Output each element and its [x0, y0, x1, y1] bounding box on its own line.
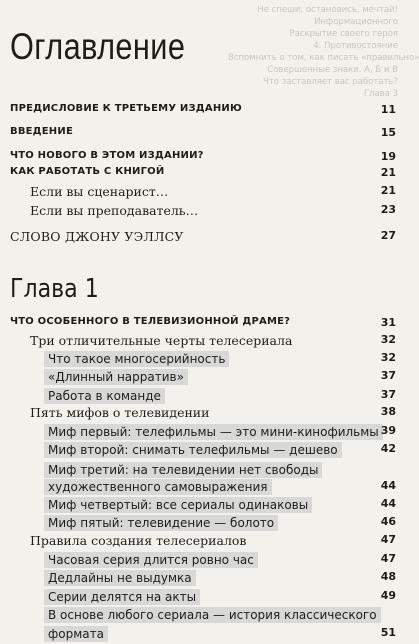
- toc-entry-page: 51: [380, 626, 396, 639]
- toc-entry-page: 49: [380, 589, 396, 602]
- toc-entry-title: Серии делятся на акты: [44, 589, 200, 605]
- toc-entry-page: 44: [380, 479, 396, 492]
- bleed-through-line: Совершенные знаки. А, Б и В: [267, 65, 398, 75]
- toc-entry-page: 42: [380, 442, 396, 455]
- toc-entry[interactable]: [0, 589, 410, 607]
- toc-entry-page: 11: [380, 103, 396, 116]
- toc-entry-page: 19: [380, 150, 396, 163]
- toc-entry-title: ВВЕДЕНИЕ: [10, 126, 73, 137]
- toc-entry[interactable]: [0, 607, 410, 625]
- page-title: Оглавление: [10, 26, 186, 67]
- toc-entry-title: Работа в команде: [44, 388, 165, 404]
- toc-entry-page: 44: [380, 497, 396, 510]
- toc-entry-page: 48: [380, 570, 396, 583]
- toc-entry-page: 23: [380, 203, 396, 216]
- toc-entry-title: формата: [44, 626, 108, 642]
- toc-entry[interactable]: [0, 229, 410, 247]
- toc-entry[interactable]: [0, 388, 410, 406]
- toc-entry-page: 31: [380, 316, 396, 329]
- toc-entry[interactable]: [0, 479, 410, 497]
- toc-entry-title: художественного самовыражения: [44, 479, 272, 495]
- toc-entry-title: Если вы сценарист…: [30, 184, 169, 199]
- toc-entry-page: 21: [380, 184, 396, 197]
- bleed-through-text: [228, 4, 419, 100]
- toc-entry[interactable]: [0, 203, 410, 221]
- toc-entry[interactable]: [0, 333, 410, 351]
- chapter-heading: Глава 1: [10, 274, 99, 304]
- toc-entry[interactable]: [0, 405, 410, 423]
- toc-entry-title: ЧТО НОВОГО В ЭТОМ ИЗДАНИИ?: [10, 150, 204, 161]
- toc-entry[interactable]: [0, 166, 410, 184]
- toc-entry-title: КАК РАБОТАТЬ С КНИГОЙ: [10, 166, 165, 177]
- toc-entry-title: Миф пятый: телевидение — болото: [44, 515, 278, 531]
- toc-entry-page: 38: [380, 405, 396, 418]
- toc-entry[interactable]: [0, 497, 410, 515]
- toc-entry-page: 21: [380, 166, 396, 179]
- toc-entry-title: Три отличительные черты телесериала: [30, 333, 293, 348]
- toc-entry[interactable]: [0, 351, 410, 369]
- toc-entry-title: Если вы преподаватель…: [30, 203, 199, 218]
- toc-entry-title: ПРЕДИСЛОВИЕ К ТРЕТЬЕМУ ИЗДАНИЮ: [10, 103, 242, 114]
- toc-entry[interactable]: [0, 442, 410, 460]
- bleed-through-line: Раскрытие своего героя: [289, 29, 398, 39]
- toc-entry[interactable]: [0, 103, 410, 121]
- bleed-through-line: Вспомнить о том, как писать «правильно»: [228, 53, 419, 63]
- toc-entry-title: ЧТО ОСОБЕННОГО В ТЕЛЕВИЗИОННОЙ ДРАМЕ?: [10, 316, 291, 327]
- toc-entry-title: Правила создания телесериалов: [30, 533, 247, 548]
- toc-entry[interactable]: [0, 424, 410, 442]
- toc-entry-title: Миф третий: на телевидении нет свободы: [44, 462, 322, 478]
- toc-entry-title: В основе любого сериала — история классического: [44, 607, 381, 623]
- toc-entry-title: Миф второй: снимать телефильмы — дешево: [44, 442, 342, 458]
- toc-entry[interactable]: [0, 369, 410, 387]
- toc-entry[interactable]: [0, 533, 410, 551]
- bleed-through-line: Что заставляет вас работать?: [263, 77, 398, 87]
- bleed-through-line: Информационного: [314, 17, 398, 27]
- toc-entry-page: 37: [380, 388, 396, 401]
- toc-entry-title: Пять мифов о телевидении: [30, 405, 210, 420]
- toc-entry-page: 32: [380, 351, 396, 364]
- toc-entry-page: 47: [380, 552, 396, 565]
- toc-entry-page: 27: [380, 229, 396, 242]
- toc-entry-title: Часовая серия длится ровно час: [44, 552, 258, 568]
- bleed-through-line: Глава 3: [363, 89, 398, 99]
- bleed-through-line: 4. Противостояние: [313, 41, 398, 51]
- toc-entry[interactable]: [0, 316, 410, 334]
- toc-entry[interactable]: [0, 515, 410, 533]
- toc-entry-page: 32: [380, 333, 396, 346]
- toc-entry-page: 39: [380, 424, 396, 437]
- toc-entry[interactable]: [0, 184, 410, 202]
- toc-entry[interactable]: [0, 626, 410, 644]
- bleed-through-line: Не спеши, остановись, мечтай!: [257, 5, 398, 15]
- toc-entry-title: СЛОВО ДЖОНУ УЭЛЛСУ: [10, 229, 184, 244]
- toc-entry[interactable]: [0, 552, 410, 570]
- toc-entry-title: Дедлайны не выдумка: [44, 570, 196, 586]
- toc-entry-page: 37: [380, 369, 396, 382]
- toc-entry-page: 46: [380, 515, 396, 528]
- toc-entry[interactable]: [0, 126, 410, 144]
- toc-entry-title: Что такое многосерийность: [44, 351, 229, 367]
- toc-entry[interactable]: [0, 462, 410, 480]
- toc-entry-title: «Длинный нарратив»: [44, 369, 188, 385]
- toc-entry-page: 15: [380, 126, 396, 139]
- toc-entry-title: Миф первый: телефильмы — это мини-кинофильмы: [44, 424, 383, 440]
- toc-entry-page: 47: [380, 533, 396, 546]
- toc-entry[interactable]: [0, 570, 410, 588]
- toc-entry-title: Миф четвертый: все сериалы одинаковы: [44, 497, 312, 513]
